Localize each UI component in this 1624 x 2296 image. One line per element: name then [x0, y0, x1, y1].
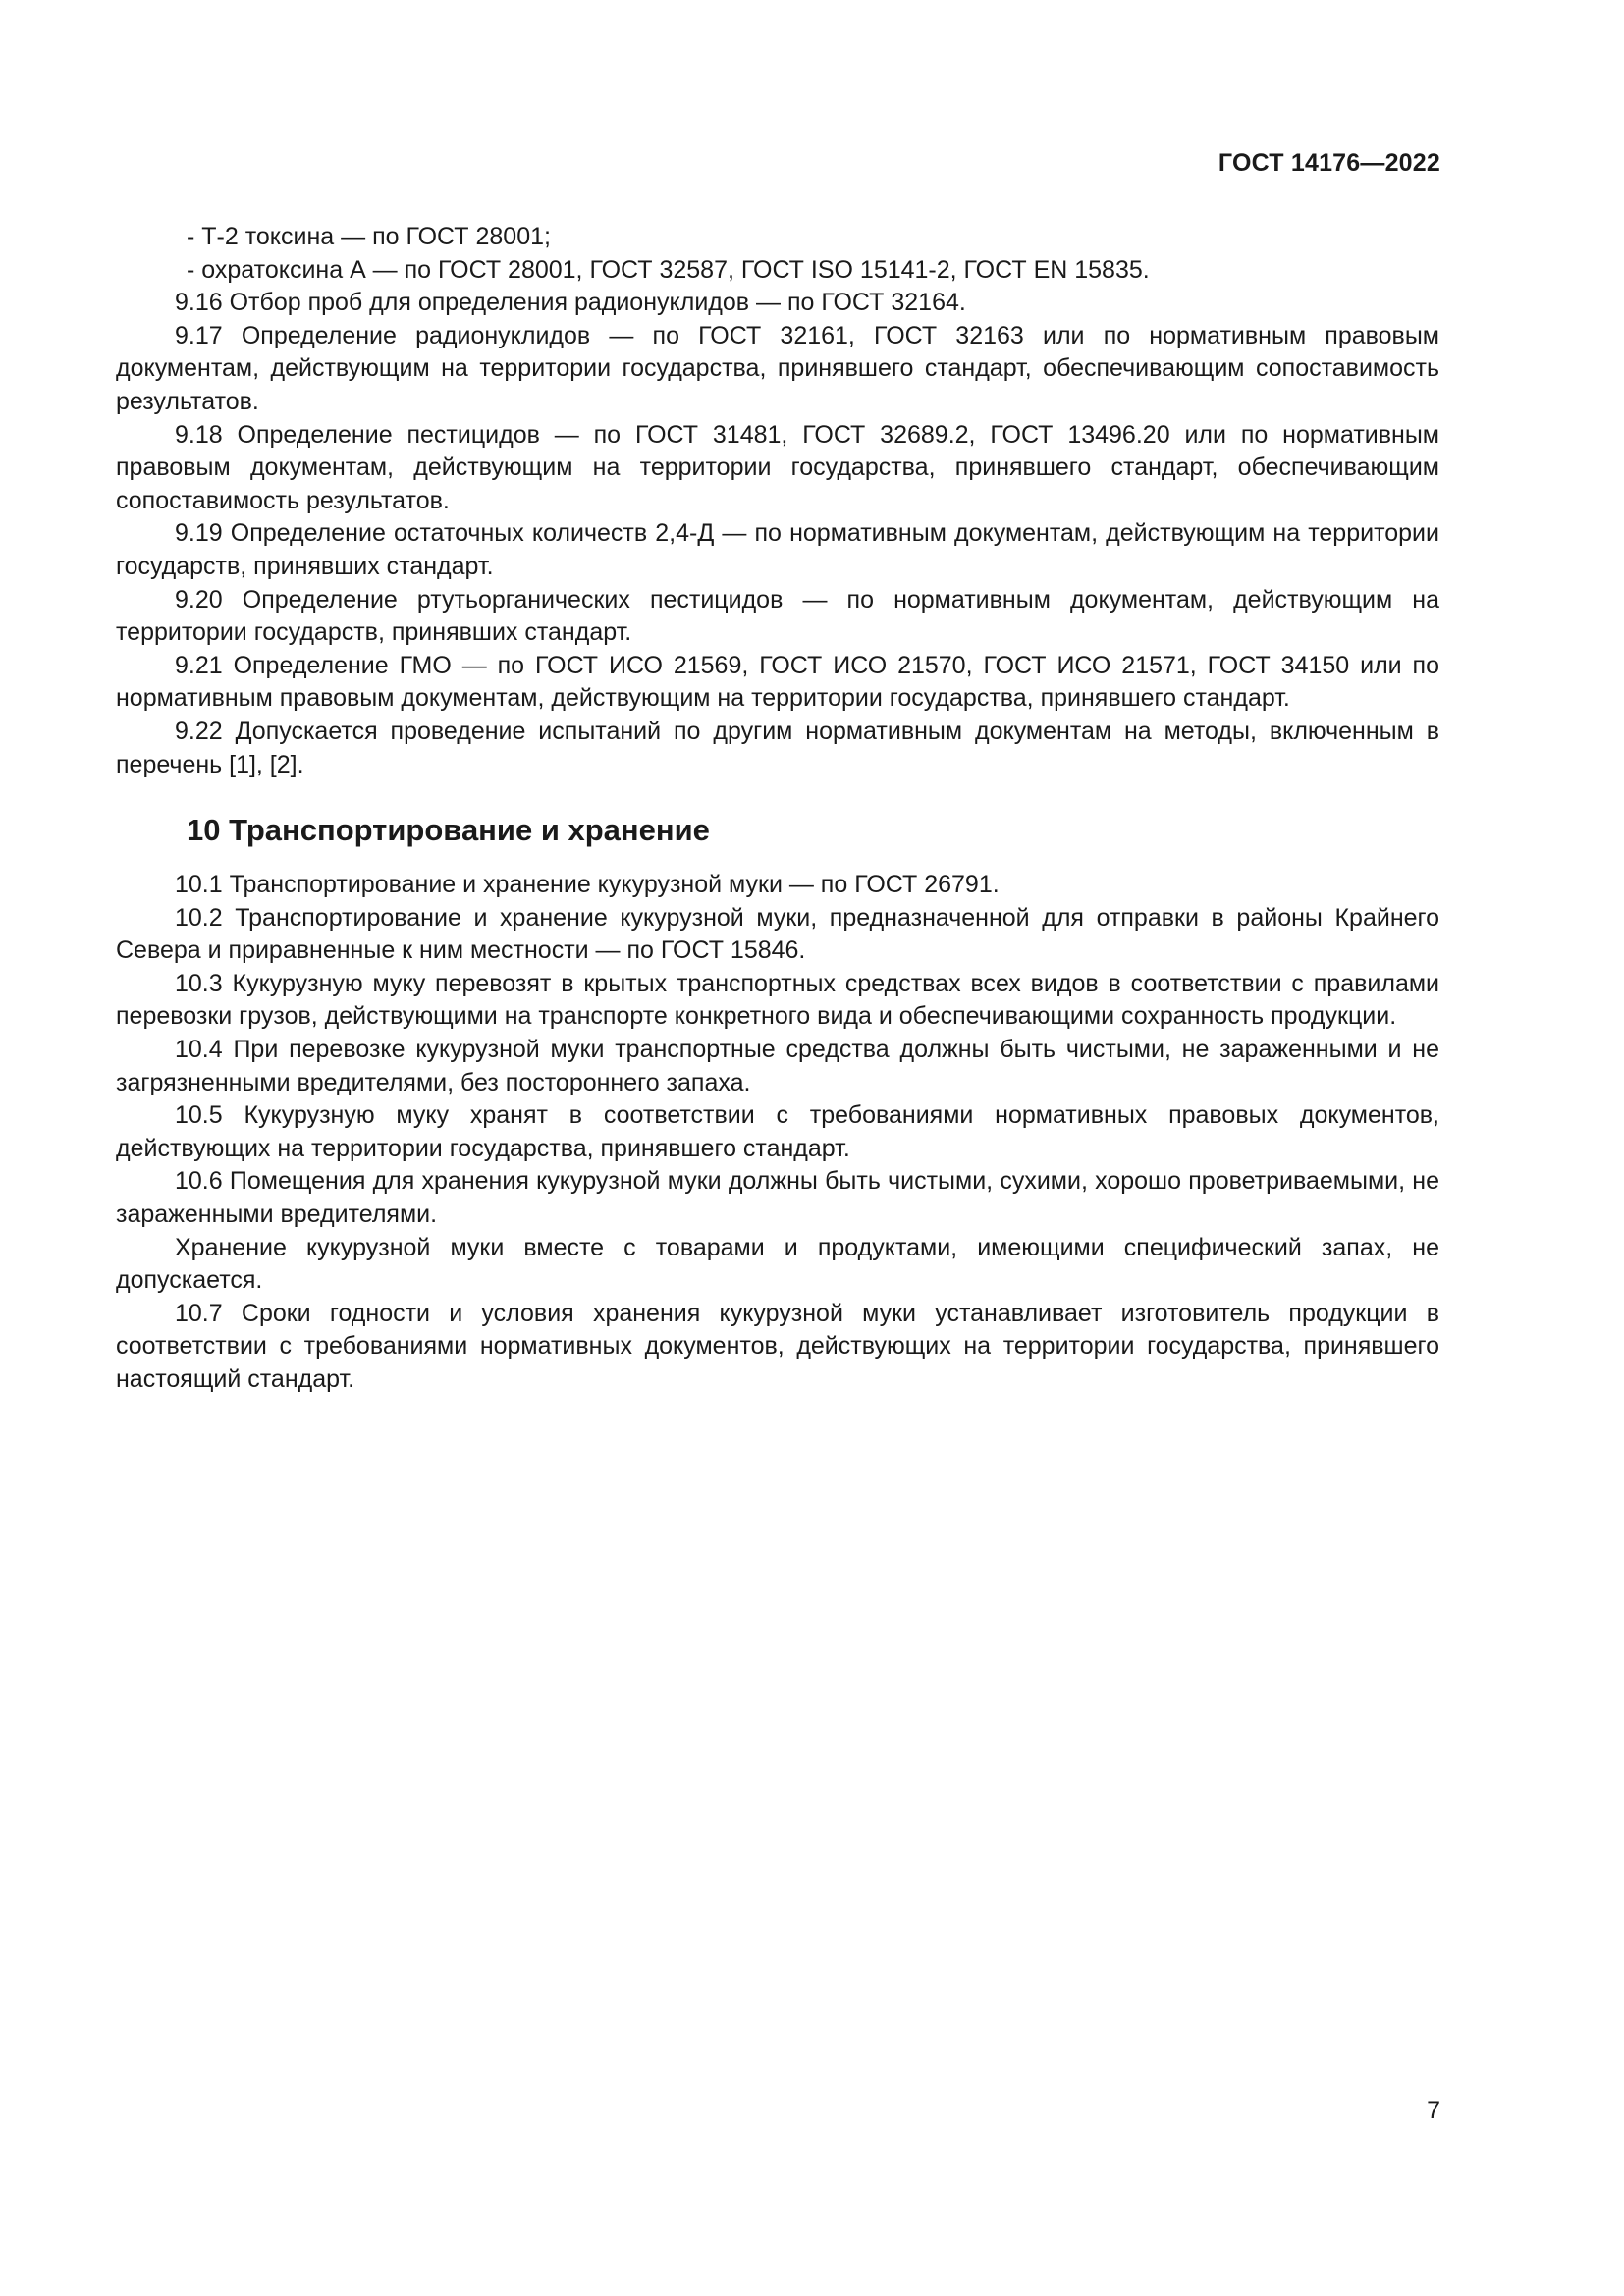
paragraph-9-22: 9.22 Допускается проведение испытаний по другим нормативным документам на методы, включенным в перечень [1], [2]. — [116, 717, 1439, 778]
paragraph-10-5: 10.5 Кукурузную муку хранят в соответствии с требованиями нормативных правовых документов, действующих на территории государства, принявшего стандарт. — [116, 1101, 1439, 1162]
paragraph-9-16: 9.16 Отбор проб для определения радионуклидов — по ГОСТ 32164. — [175, 289, 966, 317]
paragraph-10-6: 10.6 Помещения для хранения кукурузной муки должны быть чистыми, сухими, хорошо проветриваемыми, не зараженными вредителями. — [116, 1167, 1439, 1229]
paragraph-9-19: 9.19 Определение остаточных количеств 2,4-Д — по нормативным документам, действующим на территории государств, принявших стандарт. — [116, 519, 1439, 580]
document-body — [116, 221, 1439, 1397]
paragraph-10-3: 10.3 Кукурузную муку перевозят в крытых транспортных средствах всех видов в соответствии с правилами перевозки грузов, действующими на транспорте конкретного вида и обеспечивающими сохранность продукции. — [116, 969, 1439, 1031]
paragraph-9-17: 9.17 Определение радионуклидов — по ГОСТ 32161, ГОСТ 32163 или по нормативным правовым документам, действующим на территории государства, принявшего стандарт, обеспечивающим сопоставимость результатов. — [116, 321, 1439, 415]
paragraph-10-4: 10.4 При перевозке кукурузной муки транспортные средства должны быть чистыми, не зараженными и не загрязненными вредителями, без постороннего запаха. — [116, 1036, 1439, 1096]
paragraph-9-18: 9.18 Определение пестицидов — по ГОСТ 31481, ГОСТ 32689.2, ГОСТ 13496.20 или по нормативным правовым документам, действующим на территории государства, принявшего стандарт, обеспечивающим сопоставимость результатов. — [116, 420, 1439, 514]
paragraph-10-7: 10.7 Сроки годности и условия хранения кукурузной муки устанавливает изготовитель продукции в соответствии с требованиями нормативных документов, действующих на территории государства, принявшего настоящий стандарт. — [116, 1299, 1439, 1393]
section-heading-10: 10 Транспортирование и хранение — [187, 813, 710, 848]
paragraph-10-6-storage-note: Хранение кукурузной муки вместе с товарами и продуктами, имеющими специфический запах, не допускается. — [116, 1233, 1439, 1295]
list-item-t2-toxin: - Т-2 токсина — по ГОСТ 28001; — [187, 223, 551, 250]
page-number: 7 — [1427, 2097, 1440, 2124]
paragraph-9-20: 9.20 Определение ртутьорганических пестицидов — по нормативным документам, действующим на территории государств, принявших стандарт. — [116, 585, 1439, 647]
paragraph-9-21: 9.21 Определение ГМО — по ГОСТ ИСО 21569, ГОСТ ИСО 21570, ГОСТ ИСО 21571, ГОСТ 34150 или по нормативным правовым документам, действующим на территории государства, принявшего стандарт. — [116, 651, 1439, 713]
paragraph-10-2: 10.2 Транспортирование и хранение кукурузной муки, предназначенной для отправки в районы Крайнего Севера и приравненные к ним местности — по ГОСТ 15846. — [116, 903, 1439, 965]
document-code-header: ГОСТ 14176—2022 — [1218, 149, 1440, 177]
list-item-ochratoxin: - охратоксина А — по ГОСТ 28001, ГОСТ 32587, ГОСТ ISO 15141-2, ГОСТ EN 15835. — [187, 255, 1150, 284]
paragraph-10-1: 10.1 Транспортирование и хранение кукурузной муки — по ГОСТ 26791. — [175, 871, 1000, 899]
